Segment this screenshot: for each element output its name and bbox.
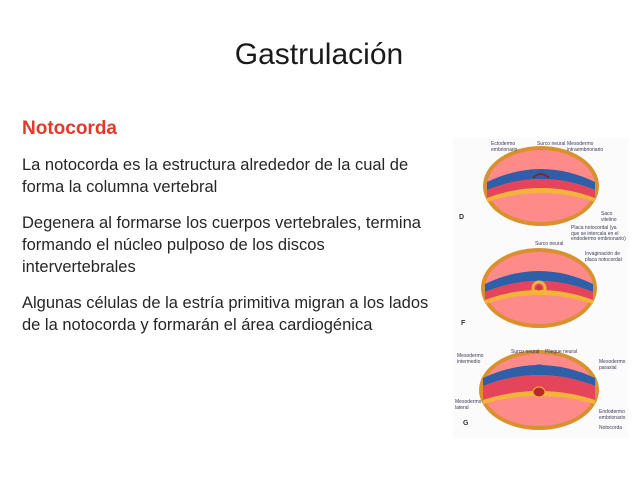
panel-g-label-3: Pliegue neural [545,349,577,355]
panel-d-label-1: Ectodermo embrionario [491,141,518,153]
panel-d-letter: D [459,214,465,221]
panel-g-label-4: Mesodermo paraxial [599,359,626,371]
panel-f-label-1: Surco neural [535,241,564,247]
paragraph-1: La notocorda es la estructura alrededor de la cual de forma la columna vertebral [22,156,409,196]
panel-d-label-3: Mesodermo intraembrionario [567,141,604,153]
panel-g-label-1: Mesodermo intermedio [457,353,484,365]
paragraph-3: Algunas células de la estría primitiva migran a los lados de la notocorda y formarán el área cardiogénica [22,294,429,334]
slide-title: Gastrulación [234,38,404,71]
embryo-figure [453,138,629,438]
embryo-diagram [453,138,629,438]
panel-f-embryo [481,248,597,328]
panel-f-label-2: Invaginación de placa notocordal [585,251,622,263]
panel-g-label-2: Surco neural [511,349,540,355]
panel-d-label-4: Saco vitelino [601,211,617,223]
panel-g-embryo [479,350,599,430]
panel-d-label-2: Surco neural [537,141,566,147]
panel-g-label-5: Mesodermo lateral [455,399,482,411]
section-heading: Notocorda [22,118,117,139]
panel-g-label-7: Notocorda [599,425,623,431]
paragraph-2: Degenera al formarse los cuerpos vertebrales, termina formando el núcleo pulposo de los discos intervertebrales [22,214,421,276]
panel-d-label-5: Placa notocordal (ya que se intercala en el endodermo embrionario) [571,225,626,242]
panel-d-embryo [483,146,599,226]
panel-g-letter: G [463,420,469,427]
panel-f-letter: F [461,320,466,327]
panel-g-label-6: Endodermo embrionario [599,409,626,421]
text-column [22,118,442,350]
